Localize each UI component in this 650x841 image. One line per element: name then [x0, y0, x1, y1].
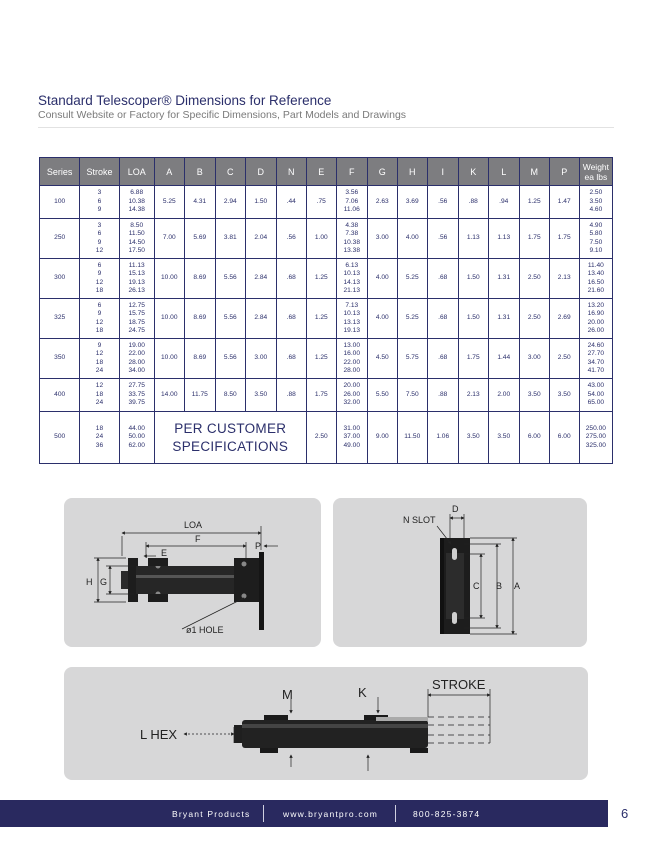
cell-value: 7.13 [345, 301, 359, 309]
cell-c: 3.81 [215, 219, 245, 259]
note-line: PER CUSTOMER [174, 420, 287, 436]
cell-e: .75 [306, 186, 336, 219]
cell-value: 6 [97, 301, 102, 309]
cell-b: 5.69 [184, 219, 215, 259]
column-header: A [154, 158, 184, 186]
cell-l: 3.50 [488, 412, 519, 464]
h-label: H [86, 577, 93, 587]
footer-phone: 800-825-3874 [413, 809, 481, 819]
dimensions-table [39, 157, 613, 464]
cell-d: 2.84 [245, 259, 276, 299]
cell-value: 62.00 [128, 441, 145, 449]
cell-stroke [80, 339, 119, 379]
cell-value: 27.75 [128, 382, 145, 390]
page-number: 6 [621, 806, 629, 821]
cell-value: 11.50 [128, 230, 145, 238]
cell-b: 4.31 [184, 186, 215, 219]
per-customer-note [154, 412, 306, 464]
cell-value: 54.00 [587, 390, 605, 398]
page-subtitle: Consult Website or Factory for Specific Dimensions, Part Models and Drawings [38, 109, 407, 121]
cell-value: 21.60 [587, 286, 605, 294]
column-header: F [336, 158, 367, 186]
cell-g: 3.00 [367, 219, 397, 259]
cell-value: 16.00 [343, 350, 361, 358]
column-header: P [549, 158, 579, 186]
cell-h: 11.50 [397, 412, 427, 464]
cell-loa [119, 412, 154, 464]
cell-g: 2.63 [367, 186, 397, 219]
cell-e: 1.75 [306, 379, 336, 412]
cell-a: 7.00 [154, 219, 184, 259]
cell-weight [579, 259, 612, 299]
cell-value: 34.70 [587, 358, 605, 366]
cell-d: 3.00 [245, 339, 276, 379]
cell-value: 24 [95, 399, 104, 407]
cell-h: 5.25 [397, 259, 427, 299]
cell-value: 44.00 [128, 424, 145, 432]
cell-value: 12.75 [128, 301, 145, 309]
cell-series: 500 [40, 412, 80, 464]
cell-loa [119, 379, 154, 412]
cell-value: 26.00 [587, 326, 605, 334]
cell-c: 2.94 [215, 186, 245, 219]
cell-e: 2.50 [306, 412, 336, 464]
cell-value: 13.13 [343, 318, 361, 326]
cell-k: 2.13 [458, 379, 488, 412]
cell-d: 2.84 [245, 299, 276, 339]
cell-value: 18 [95, 286, 104, 294]
cell-m: 6.00 [519, 412, 549, 464]
column-header: B [184, 158, 215, 186]
cell-value: 325.00 [585, 441, 606, 449]
cell-h: 7.50 [397, 379, 427, 412]
column-header: Stroke [80, 158, 119, 186]
cell-value: 18 [95, 358, 104, 366]
cell-stroke [80, 379, 119, 412]
cell-stroke [80, 186, 119, 219]
cell-g: 4.00 [367, 299, 397, 339]
cell-value: 12 [95, 318, 104, 326]
footer-separator [263, 805, 264, 822]
cell-value: 12 [95, 350, 104, 358]
cell-c: 5.56 [215, 259, 245, 299]
cell-value: 4.38 [345, 221, 359, 229]
cell-value: 3.56 [345, 189, 359, 197]
cell-value: 9 [97, 341, 102, 349]
cell-value: 19.00 [128, 341, 145, 349]
cell-value: 18 [95, 326, 104, 334]
cell-value: 3 [97, 221, 102, 229]
cell-value: 5.80 [589, 230, 603, 238]
cell-l: 1.31 [488, 259, 519, 299]
f-label: F [195, 534, 201, 544]
stroke-view-drawing [234, 715, 428, 753]
cell-stroke [80, 259, 119, 299]
cell-p: 2.69 [549, 299, 579, 339]
cell-value: 9 [97, 310, 102, 318]
cell-value: 7.50 [589, 238, 603, 246]
column-header: H [397, 158, 427, 186]
cell-value: 14.13 [343, 278, 361, 286]
cell-value: 11.06 [343, 206, 360, 214]
cell-b: 8.69 [184, 339, 215, 379]
cell-k: 3.50 [458, 412, 488, 464]
b-label: B [496, 581, 503, 591]
cell-k: 1.50 [458, 259, 488, 299]
table-row [40, 259, 613, 299]
cell-value: 9 [97, 206, 102, 214]
cell-n: .88 [276, 379, 306, 412]
p-label: P [255, 541, 262, 551]
cell-e: 1.25 [306, 259, 336, 299]
cell-value: 39.75 [128, 399, 145, 407]
cell-a: 14.00 [154, 379, 184, 412]
cell-value: 10.13 [343, 270, 361, 278]
cell-value: 15.75 [128, 310, 145, 318]
m-label: M [282, 687, 293, 702]
cell-value: 13.20 [587, 301, 605, 309]
cell-m: 3.50 [519, 379, 549, 412]
cell-k: .88 [458, 186, 488, 219]
cell-i: .68 [427, 259, 458, 299]
cell-value: 22.00 [343, 358, 361, 366]
cell-e: 1.00 [306, 219, 336, 259]
cell-value: 18 [95, 424, 104, 432]
cell-h: 5.75 [397, 339, 427, 379]
cell-l: 1.44 [488, 339, 519, 379]
cell-k: 1.13 [458, 219, 488, 259]
cell-value: 6 [97, 261, 102, 269]
cell-i: .56 [427, 219, 458, 259]
column-header: E [306, 158, 336, 186]
end-view-diagram [333, 498, 587, 647]
n-slot-label: N SLOT [403, 515, 436, 525]
cell-value: 50.00 [128, 433, 145, 441]
cell-e: 1.25 [306, 299, 336, 339]
cell-f [336, 219, 367, 259]
cell-weight [579, 219, 612, 259]
cell-value: 14.38 [128, 206, 145, 214]
cell-n: .68 [276, 259, 306, 299]
cell-g: 5.50 [367, 379, 397, 412]
column-header: C [215, 158, 245, 186]
cell-value: 6 [97, 197, 102, 205]
cell-loa [119, 299, 154, 339]
column-header: N [276, 158, 306, 186]
cell-value: 6.88 [130, 189, 144, 197]
cell-m: 2.50 [519, 259, 549, 299]
cell-d: 1.50 [245, 186, 276, 219]
cell-value: 24 [95, 366, 104, 374]
cell-value: 12 [95, 382, 104, 390]
cell-series: 325 [40, 299, 80, 339]
cell-value: 4.90 [589, 221, 603, 229]
cell-series: 400 [40, 379, 80, 412]
cell-value: 33.75 [128, 390, 145, 398]
cell-g: 9.00 [367, 412, 397, 464]
cell-value: 20.00 [587, 318, 605, 326]
cell-value: 16.50 [587, 278, 605, 286]
cell-i: 1.06 [427, 412, 458, 464]
cell-h: 5.25 [397, 299, 427, 339]
cell-p: 1.47 [549, 186, 579, 219]
column-header: M [519, 158, 549, 186]
cell-value: 9 [97, 270, 102, 278]
cell-value: 275.00 [585, 433, 606, 441]
cell-i: .68 [427, 339, 458, 379]
cell-value: 28.00 [343, 366, 361, 374]
cell-f [336, 186, 367, 219]
cell-value: 26.13 [128, 286, 145, 294]
cell-n: .56 [276, 219, 306, 259]
cell-value: 16.90 [587, 310, 605, 318]
cell-value: 18 [95, 390, 104, 398]
hole-label: ø1 HOLE [186, 625, 224, 635]
cell-b: 8.69 [184, 259, 215, 299]
cell-k: 1.50 [458, 299, 488, 339]
cell-l: 1.31 [488, 299, 519, 339]
cell-value: 22.00 [128, 350, 145, 358]
cell-value: 31.00 [343, 424, 361, 432]
column-header: I [427, 158, 458, 186]
cell-value: 7.06 [345, 197, 359, 205]
cell-k: 1.75 [458, 339, 488, 379]
cell-f [336, 339, 367, 379]
cell-p: 2.13 [549, 259, 579, 299]
footer-website[interactable]: www.bryantpro.com [283, 809, 379, 819]
cell-value: 12 [95, 246, 104, 254]
cell-a: 5.25 [154, 186, 184, 219]
cell-l: 1.13 [488, 219, 519, 259]
cell-loa [119, 339, 154, 379]
cell-f [336, 379, 367, 412]
cell-value: 13.38 [343, 246, 361, 254]
cell-value: 24.60 [587, 341, 605, 349]
cell-p: 3.50 [549, 379, 579, 412]
side-view-drawing [121, 552, 264, 630]
footer-separator [395, 805, 396, 822]
cell-value: 10.13 [343, 310, 361, 318]
cell-n: .68 [276, 339, 306, 379]
cell-b: 11.75 [184, 379, 215, 412]
table-row [40, 339, 613, 379]
cell-i: .68 [427, 299, 458, 339]
cell-value: 27.70 [587, 350, 605, 358]
cell-h: 4.00 [397, 219, 427, 259]
cell-n: .68 [276, 299, 306, 339]
cell-value: 19.13 [343, 326, 361, 334]
cell-g: 4.00 [367, 259, 397, 299]
cell-m: 2.50 [519, 299, 549, 339]
cell-b: 8.69 [184, 299, 215, 339]
cell-n: .44 [276, 186, 306, 219]
cell-value: 10.38 [343, 238, 361, 246]
cell-value: 7.38 [345, 230, 359, 238]
cell-value: 6.13 [345, 261, 359, 269]
cell-value: 3 [97, 189, 102, 197]
note-line: SPECIFICATIONS [172, 438, 289, 454]
cell-value: 11.40 [587, 261, 604, 269]
cell-m: 1.75 [519, 219, 549, 259]
cell-i: .56 [427, 186, 458, 219]
cell-series: 350 [40, 339, 80, 379]
table-row [40, 186, 613, 219]
loa-label: LOA [184, 520, 203, 530]
cell-c: 8.50 [215, 379, 245, 412]
cell-value: 9 [97, 238, 102, 246]
cell-value: 4.60 [589, 206, 603, 214]
cell-value: 37.00 [343, 433, 361, 441]
cell-h: 3.69 [397, 186, 427, 219]
cell-l: .94 [488, 186, 519, 219]
cell-d: 2.04 [245, 219, 276, 259]
cell-value: 10.38 [128, 197, 145, 205]
table-row [40, 219, 613, 259]
cell-series: 300 [40, 259, 80, 299]
a-label: A [514, 581, 521, 591]
cell-value: 24 [95, 433, 104, 441]
side-view-diagram [64, 498, 321, 647]
stroke-label: STROKE [432, 677, 486, 692]
table-row [40, 299, 613, 339]
cell-value: 11.13 [128, 261, 145, 269]
cell-value: 3.50 [589, 197, 603, 205]
cell-value: 12 [95, 278, 104, 286]
column-header: K [458, 158, 488, 186]
cell-g: 4.50 [367, 339, 397, 379]
k-label: K [358, 685, 367, 700]
cell-value: 28.00 [128, 358, 145, 366]
cell-value: 13.00 [343, 341, 361, 349]
cell-loa [119, 186, 154, 219]
cell-a: 10.00 [154, 339, 184, 379]
table-row [40, 412, 613, 464]
d-label: D [452, 504, 459, 514]
footer-bar [0, 800, 608, 827]
cell-stroke [80, 412, 119, 464]
cell-value: 21.13 [343, 286, 361, 294]
column-header: Series [40, 158, 80, 186]
cell-value: 8.50 [130, 221, 144, 229]
c-label: C [473, 581, 480, 591]
cell-e: 1.25 [306, 339, 336, 379]
cell-value: 17.50 [128, 246, 145, 254]
cell-c: 5.56 [215, 339, 245, 379]
cell-a: 10.00 [154, 259, 184, 299]
cell-series: 250 [40, 219, 80, 259]
cell-f [336, 259, 367, 299]
cell-value: 36 [95, 441, 104, 449]
cell-p: 1.75 [549, 219, 579, 259]
cell-value: 41.70 [587, 366, 605, 374]
stroke-view-diagram [64, 667, 588, 780]
cell-m: 3.00 [519, 339, 549, 379]
page-title: Standard Telescoper® Dimensions for Reference [38, 93, 332, 108]
column-header: Weight ea lbs [579, 158, 612, 186]
cell-weight [579, 412, 612, 464]
cell-value: 49.00 [343, 441, 361, 449]
cell-weight [579, 379, 612, 412]
cell-series: 100 [40, 186, 80, 219]
cell-f [336, 299, 367, 339]
cell-stroke [80, 219, 119, 259]
cell-value: 18.75 [128, 318, 145, 326]
divider [38, 127, 614, 128]
l-hex-label: L HEX [140, 727, 178, 742]
table-row [40, 379, 613, 412]
cell-value: 14.50 [128, 238, 145, 246]
cell-value: 13.40 [587, 270, 605, 278]
cell-weight [579, 339, 612, 379]
cell-i: .88 [427, 379, 458, 412]
cell-loa [119, 219, 154, 259]
cell-value: 65.00 [587, 399, 605, 407]
cell-p: 6.00 [549, 412, 579, 464]
cell-value: 34.00 [128, 366, 145, 374]
cell-p: 2.50 [549, 339, 579, 379]
cell-value: 26.00 [343, 390, 361, 398]
cell-value: 250.00 [585, 424, 606, 432]
cell-value: 43.00 [587, 382, 605, 390]
g-label: G [100, 577, 108, 587]
cell-value: 19.13 [128, 278, 145, 286]
cell-loa [119, 259, 154, 299]
cell-c: 5.56 [215, 299, 245, 339]
cell-value: 2.50 [589, 189, 603, 197]
cell-m: 1.25 [519, 186, 549, 219]
cell-value: 32.00 [343, 399, 361, 407]
column-header: G [367, 158, 397, 186]
cell-value: 9.10 [589, 246, 603, 254]
cell-value: 24.75 [128, 326, 145, 334]
column-header: LOA [119, 158, 154, 186]
column-header: L [488, 158, 519, 186]
cell-value: 15.13 [128, 270, 145, 278]
cell-weight [579, 299, 612, 339]
cell-value: 20.00 [343, 382, 361, 390]
cell-f [336, 412, 367, 464]
cell-d: 3.50 [245, 379, 276, 412]
end-view-drawing [440, 538, 470, 634]
e-label: E [161, 548, 168, 558]
cell-weight [579, 186, 612, 219]
cell-a: 10.00 [154, 299, 184, 339]
cell-value: 6 [97, 230, 102, 238]
footer-company: Bryant Products [172, 809, 251, 819]
column-header: D [245, 158, 276, 186]
cell-l: 2.00 [488, 379, 519, 412]
cell-stroke [80, 299, 119, 339]
